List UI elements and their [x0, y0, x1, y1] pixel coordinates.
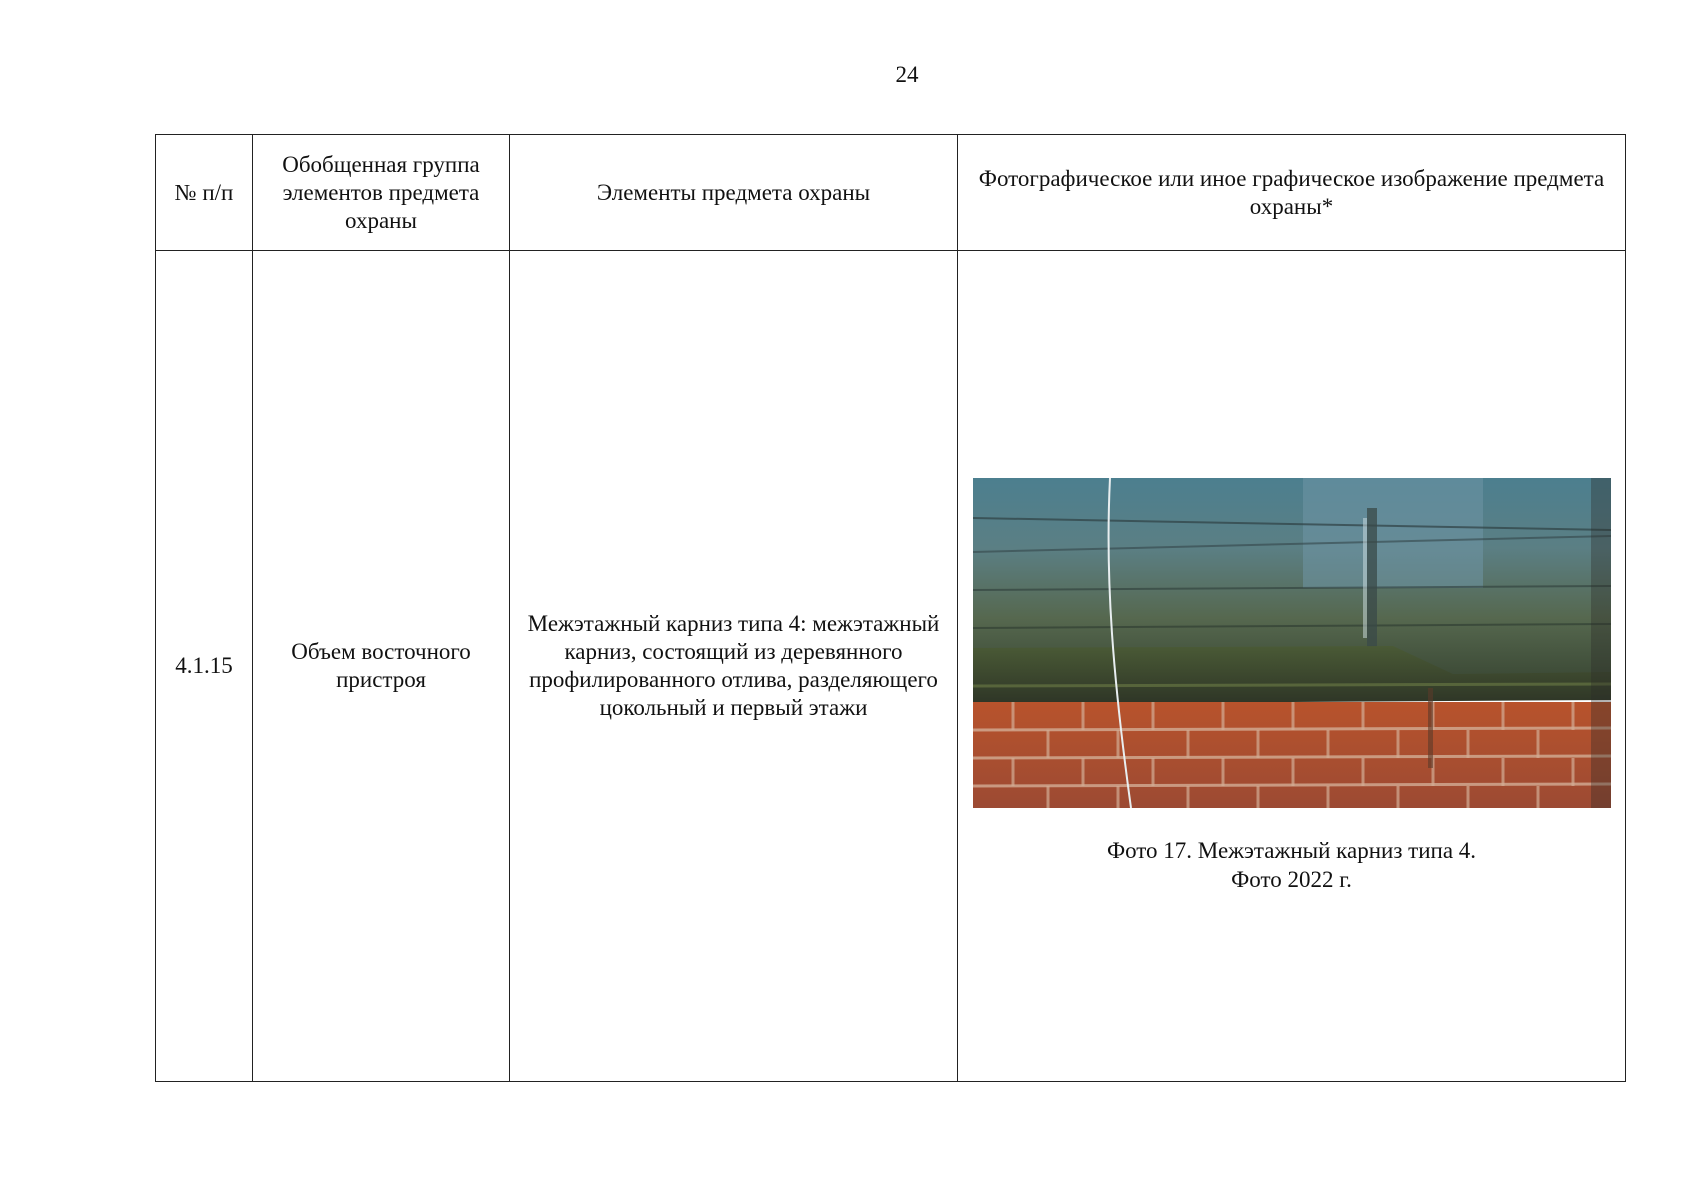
header-elements: Элементы предмета охраны: [510, 135, 958, 251]
row-photo-cell: [958, 251, 1626, 1082]
header-number: № п/п: [156, 135, 253, 251]
protection-table: [155, 134, 1626, 1082]
table-header-row: [156, 135, 1626, 251]
cornice-photo: [973, 478, 1611, 808]
photo-caption-line1: Фото 17. Межэтажный карниз типа 4.: [1106, 838, 1477, 863]
table-row: [156, 251, 1626, 1082]
page-number: 24: [895, 62, 919, 87]
header-group: Обобщенная группа элементов предмета охраны: [253, 135, 510, 251]
photo-block: [970, 438, 1613, 894]
row-number: 4.1.15: [156, 251, 253, 1082]
header-photo: Фотографическое или иное графическое изображение предмета охраны*: [958, 135, 1626, 251]
row-group: Объем восточного пристроя: [253, 251, 510, 1082]
row-element: Межэтажный карниз типа 4: межэтажный карниз, состоящий из деревянного профилированного отлива, разделяющего цокольный и первый этажи: [510, 251, 958, 1082]
cornice-photo-image: [973, 478, 1611, 808]
photo-caption-line2: Фото 2022 г.: [1231, 867, 1352, 892]
photo-caption: [1107, 836, 1476, 894]
